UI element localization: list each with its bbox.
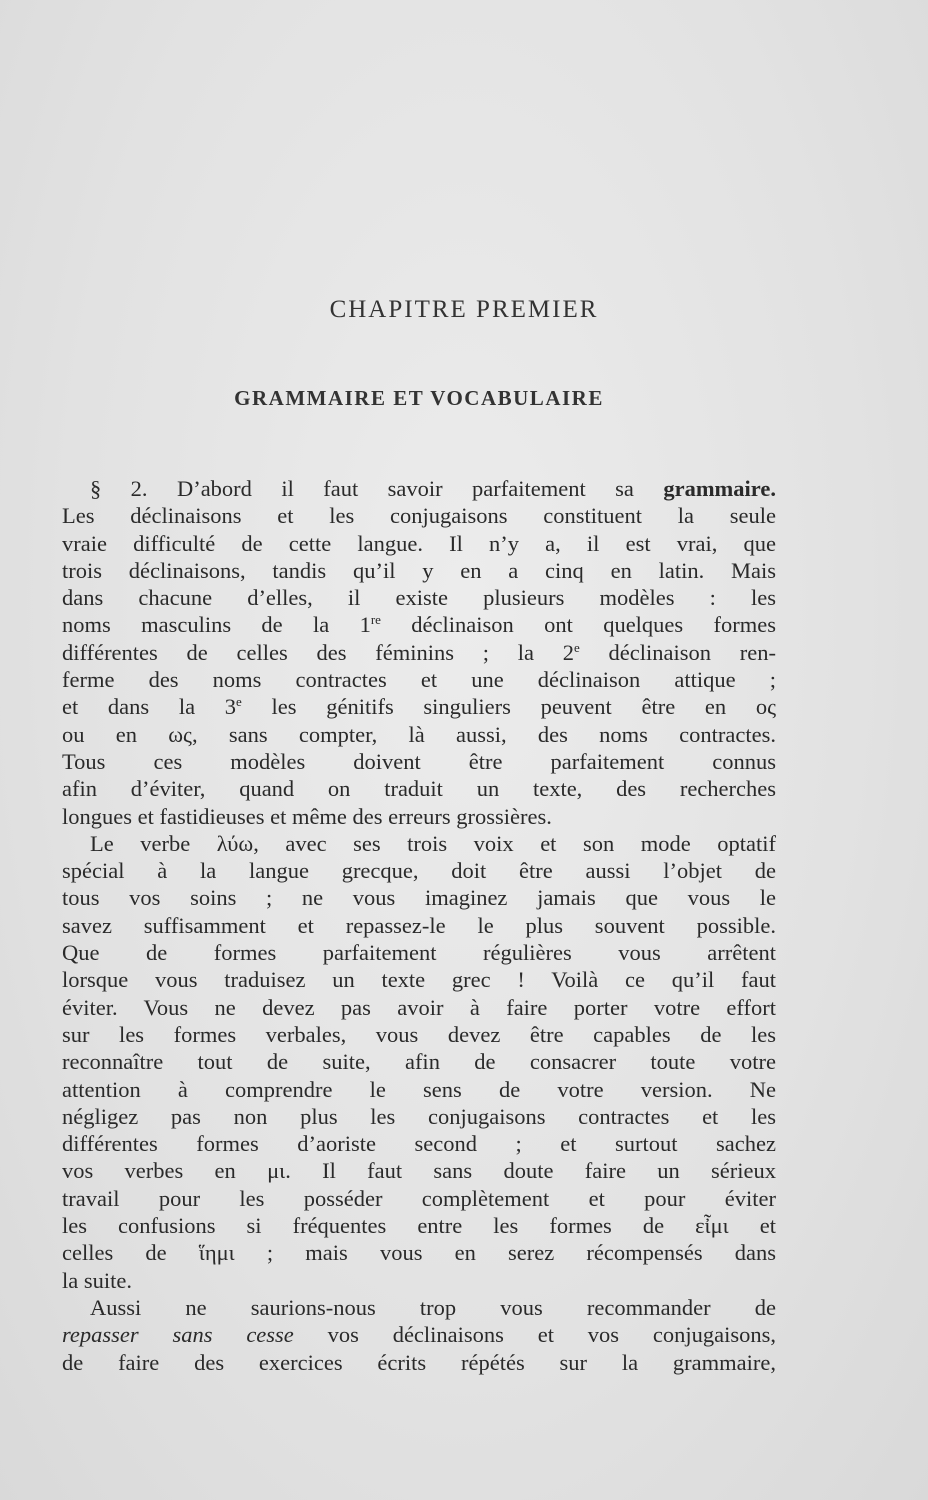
text-run: Le verbe λύω, avec ses trois voix et son mode optatif (90, 830, 776, 856)
text-run: repasser sans cesse (62, 1322, 294, 1348)
text-run: dans chacune d’elles, il existe plusieurs modèles : les (62, 585, 776, 611)
text-run: celles de ἵημι ; mais vous en serez récompensés dans (62, 1240, 776, 1266)
text-run: Que de formes parfaitement régulières vous arrêtent (62, 940, 776, 966)
text-line (62, 1021, 776, 1048)
text-line (62, 611, 776, 638)
text-run: attention à comprendre le sens de votre version. Ne (62, 1076, 776, 1102)
text-run: les confusions si fréquentes entre les formes de εἶμι et (62, 1213, 776, 1239)
text-line (62, 1321, 776, 1348)
text-line (62, 1157, 776, 1184)
text-line (62, 1349, 776, 1376)
text-line (62, 557, 776, 584)
text-line (62, 1130, 776, 1157)
text-run: différentes formes d’aoriste second ; et surtout sachez (62, 1131, 776, 1157)
text-line (62, 1076, 776, 1103)
text-run: ferme des noms contractes et une déclinaison attique ; (62, 667, 776, 693)
text-run: travail pour les posséder complètement et pour éviter (62, 1185, 776, 1211)
text-line (62, 530, 776, 557)
text-run: Aussi ne saurions-nous trop vous recommander de (90, 1294, 776, 1320)
text-line (62, 884, 776, 911)
text-run: savez suffisamment et repassez-le le plus souvent possible. (62, 912, 776, 938)
text-line (62, 1103, 776, 1130)
text-line (62, 775, 776, 802)
text-line (62, 939, 776, 966)
body-text (62, 475, 776, 1376)
text-line (62, 666, 776, 693)
text-run: reconnaître tout de suite, afin de consacrer toute votre (62, 1049, 776, 1075)
text-run: afin d’éviter, quand on traduit un texte, des recherches (62, 776, 776, 802)
text-run: noms masculins de la 1 (62, 612, 371, 638)
superscript: e (574, 639, 580, 655)
text-line (62, 748, 776, 775)
text-line (62, 639, 776, 666)
text-line (62, 966, 776, 993)
text-run: § 2. D’abord il faut savoir parfaitement sa (90, 476, 664, 501)
text-line (62, 1185, 776, 1212)
chapter-heading: CHAPITRE PREMIER (329, 296, 599, 323)
text-run: différentes de celles des féminins ; la 2 (62, 639, 575, 665)
text-run: de faire des exercices écrits répétés sur la grammaire, (62, 1349, 776, 1375)
text-line (62, 830, 776, 857)
text-line (62, 1048, 776, 1075)
text-line (62, 994, 776, 1021)
text-line (62, 1239, 776, 1266)
text-line (62, 475, 776, 502)
text-run: lorsque vous traduisez un texte grec ! Voilà ce qu’il faut (62, 967, 776, 993)
text-run: ou en ως, sans compter, là aussi, des noms contractes. (62, 721, 776, 747)
text-line (62, 803, 776, 830)
text-run: trois déclinaisons, tandis qu’il y en a cinq en latin. Mais (62, 557, 776, 583)
text-run: Tous ces modèles doivent être parfaitement connus (62, 748, 776, 774)
text-run: déclinaison ren- (579, 639, 776, 665)
text-run: les génitifs singuliers peuvent être en ος (241, 694, 776, 720)
text-run: vos déclinaisons et vos conjugaisons, (293, 1322, 776, 1348)
text-line (62, 1212, 776, 1239)
text-run: la suite. (62, 1267, 132, 1293)
text-line (62, 1294, 776, 1321)
text-line (62, 693, 776, 720)
superscript: re (370, 612, 381, 628)
text-run: spécial à la langue grecque, doit être aussi l’objet de (62, 858, 776, 884)
text-run: sur les formes verbales, vous devez être capables de les (62, 1021, 776, 1047)
text-run: et dans la 3 (62, 694, 237, 720)
chapter-subtitle: GRAMMAIRE ET VOCABULAIRE (234, 386, 604, 410)
text-line (62, 584, 776, 611)
text-run: longues et fastidieuses et même des erreurs grossières. (62, 803, 552, 829)
superscript: e (236, 694, 242, 710)
text-run: grammaire. (663, 476, 776, 501)
text-run: déclinaison ont quelques formes (380, 612, 776, 638)
text-line (62, 721, 776, 748)
text-line (62, 502, 776, 529)
text-run: négligez pas non plus les conjugaisons contractes et les (62, 1103, 776, 1129)
text-run: vos verbes en μι. Il faut sans doute faire un sérieux (62, 1158, 776, 1184)
text-run: Les déclinaisons et les conjugaisons constituent la seule (62, 503, 776, 529)
text-run: tous vos soins ; ne vous imaginez jamais que vous le (62, 885, 776, 911)
text-run: vraie difficulté de cette langue. Il n’y a, il est vrai, que (62, 530, 776, 556)
text-run: éviter. Vous ne devez pas avoir à faire porter votre effort (62, 994, 776, 1020)
text-line (62, 1267, 776, 1294)
text-line (62, 912, 776, 939)
text-line (62, 857, 776, 884)
